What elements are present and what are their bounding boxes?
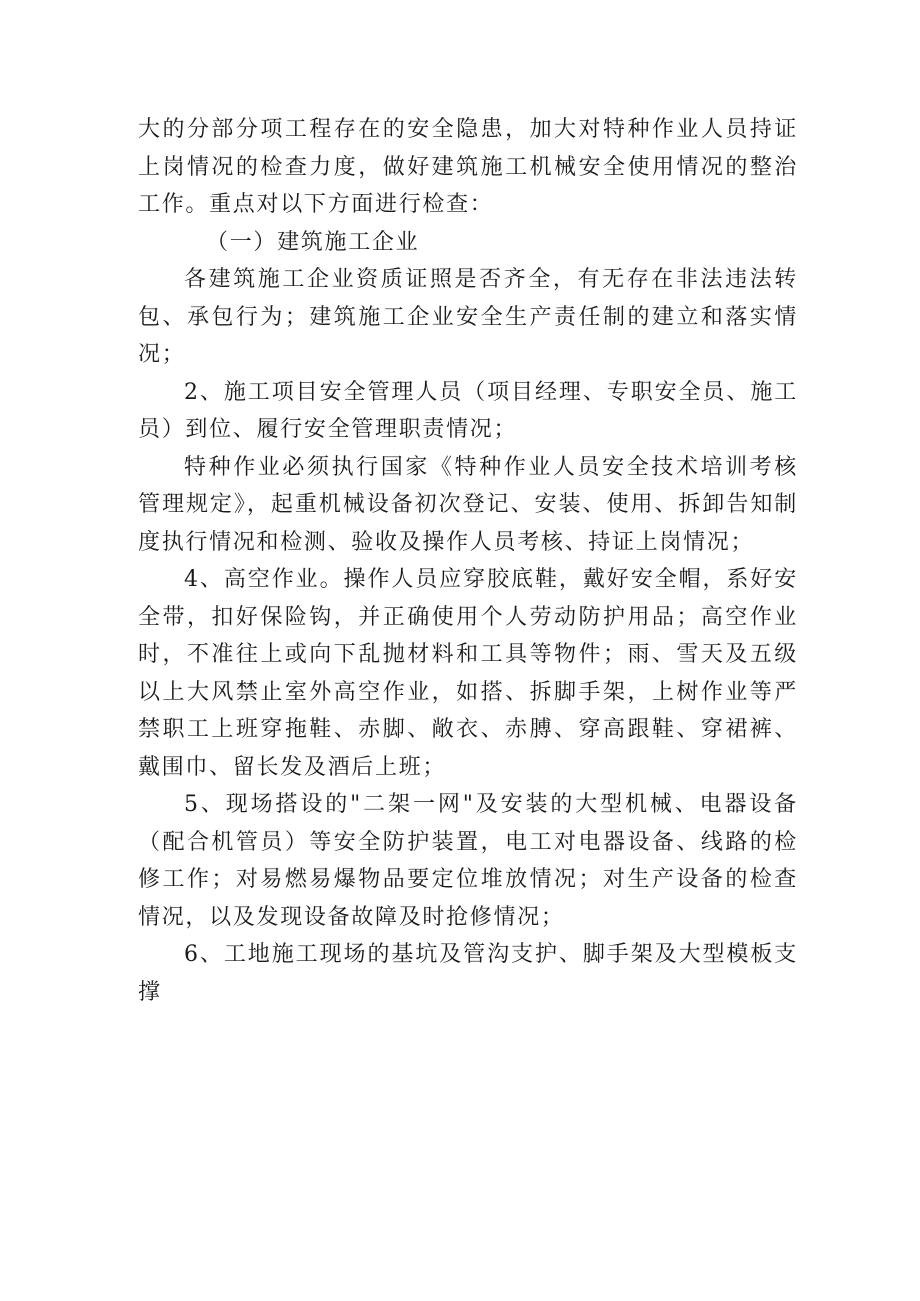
document-body — [138, 111, 798, 1011]
paragraph-qualification: 各建筑施工企业资质证照是否齐全，有无存在非法违法转包、承包行为；建筑施工企业安全生产责任制的建立和落实情况； — [138, 267, 798, 367]
paragraph-1: 大的分部分项工程存在的安全隐患，加大对特种作业人员持证上岗情况的检查力度，做好建筑施工机械安全使用情况的整治工作。重点对以下方面进行检查： — [138, 117, 798, 217]
paragraph-special-operations: 特种作业必须执行国家《特种作业人员安全技术培训考核管理规定》，起重机械设备初次登记、安装、使用、拆卸告知制度执行情况和检测、验收及操作人员考核、持证上岗情况； — [138, 454, 798, 555]
paragraph-item-5: 5、现场搭设的"二架一网"及安装的大型机械、电器设备（配合机管员）等安全防护装置，电工对电器设备、线路的检修工作；对易燃易爆物品要定位堆放情况；对生产设备的检查情况，以及发现设备故障及时抢修情况； — [138, 792, 798, 930]
paragraph-item-4: 4、高空作业。操作人员应穿胶底鞋，戴好安全帽，系好安全带，扣好保险钩，并正确使用个人劳动防护用品；高空作业时，不准往上或向下乱抛材料和工具等物件；雨、雪天及五级以上大风禁止室外高空作业，如搭、拆脚手架，上树作业等严禁职工上班穿拖鞋、赤脚、敞衣、赤膊、穿高跟鞋、穿裙裤、戴围巾、留长发及酒后上班； — [138, 567, 798, 780]
section-heading-construction-enterprise: （一）建筑施工企业 — [206, 229, 420, 255]
paragraph-item-6: 6、工地施工现场的基坑及管沟支护、脚手架及大型模板支撑 — [138, 942, 798, 1005]
paragraph-item-2: 2、施工项目安全管理人员（项目经理、专职安全员、施工员）到位、履行安全管理职责情况； — [138, 379, 798, 442]
